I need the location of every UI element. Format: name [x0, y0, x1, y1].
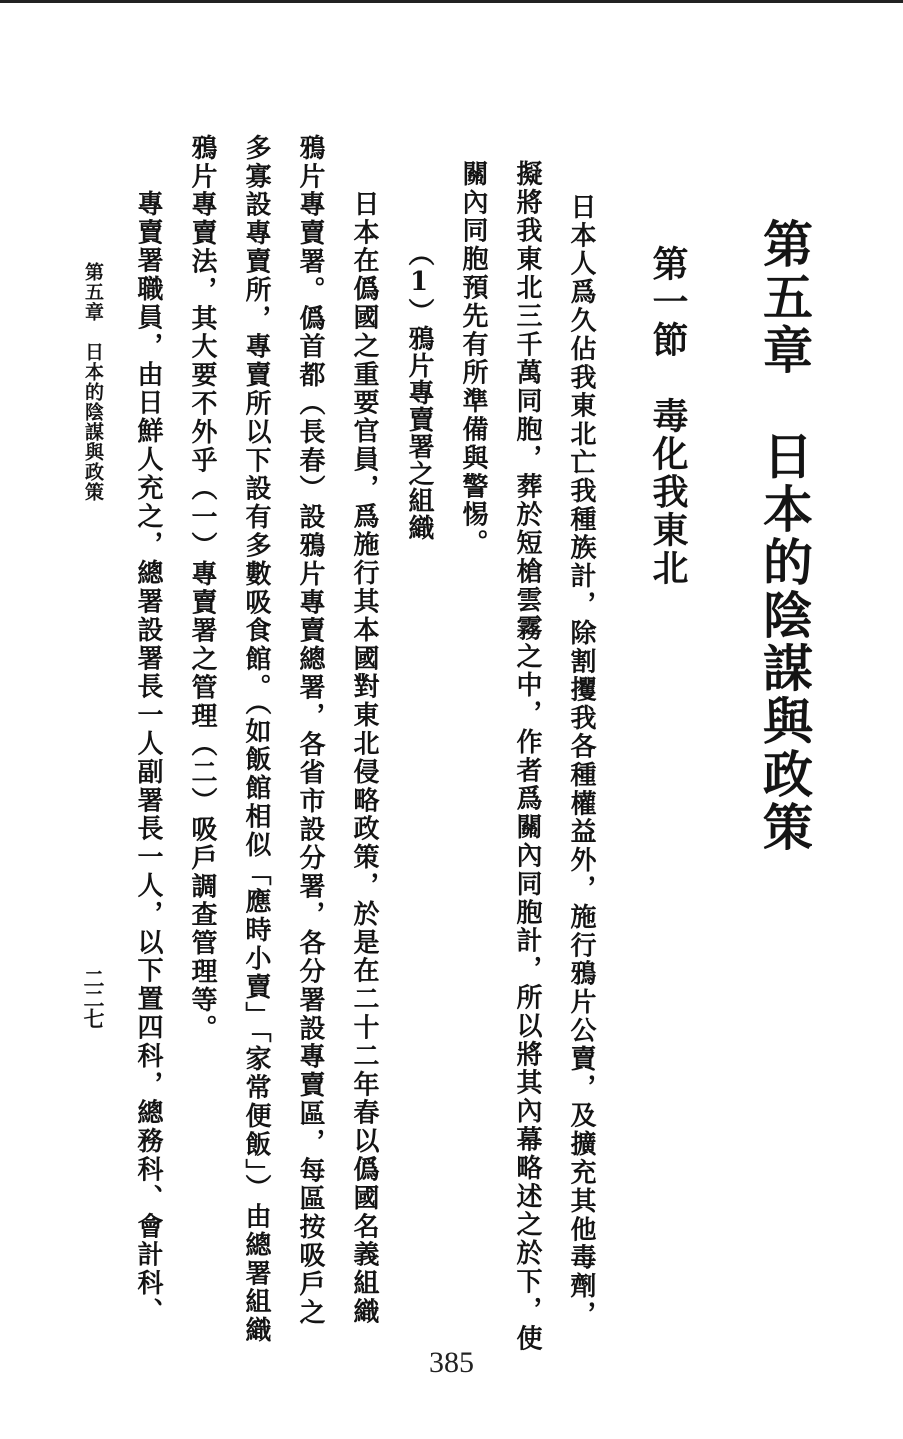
top-border-line [0, 0, 903, 3]
section-title: 第一節 毒化我東北 [647, 245, 689, 587]
chapter-title: 第五章 日本的陰謀與政策 [755, 218, 814, 854]
body-line-5: 專賣署職員，由日鮮人充之，總署設署長一人副署長一人，以下置四科，總務科、會計科、 [133, 190, 163, 1326]
body-line-1: 日本在僞國之重要官員，爲施行其本國對東北侵略政策，於是在二十二年春以僞國名義組織 [349, 190, 379, 1326]
running-head: 第五章 日本的陰謀與政策 [82, 262, 104, 502]
intro-line-1: 日本人爲久佔我東北亡我種族計，除割攫我各種權益外，施行鴉片公賣，及擴充其他毒劑， [566, 193, 596, 1329]
page-number: 385 [429, 1346, 474, 1379]
inner-page-number: 二二七 [81, 968, 106, 1028]
subsection-heading: （1）鴉片專賣署之組織 [404, 240, 434, 541]
body-line-2: 鴉片專賣署。僞首都（長春）設鴉片專賣總署，各省市設分署，各分署設專賣區，每區按吸戶之 [295, 134, 325, 1327]
body-line-3: 多寡設專賣所，專賣所以下設有多數吸食館。（如飯館相似「應時小賣」「家常便飯」）由總署組織 [241, 134, 271, 1345]
body-line-4: 鴉片專賣法，其大要不外乎（一）專賣署之管理（二）吸戶調查管理等。 [187, 134, 217, 1043]
intro-line-2: 擬將我東北三千萬同胞，葬於短槍雲霧之中，作者爲關內同胞計，所以將其內幕略述之於下，使 [512, 160, 542, 1353]
intro-line-3: 關內同胞預先有所準備與警惕。 [458, 160, 488, 558]
